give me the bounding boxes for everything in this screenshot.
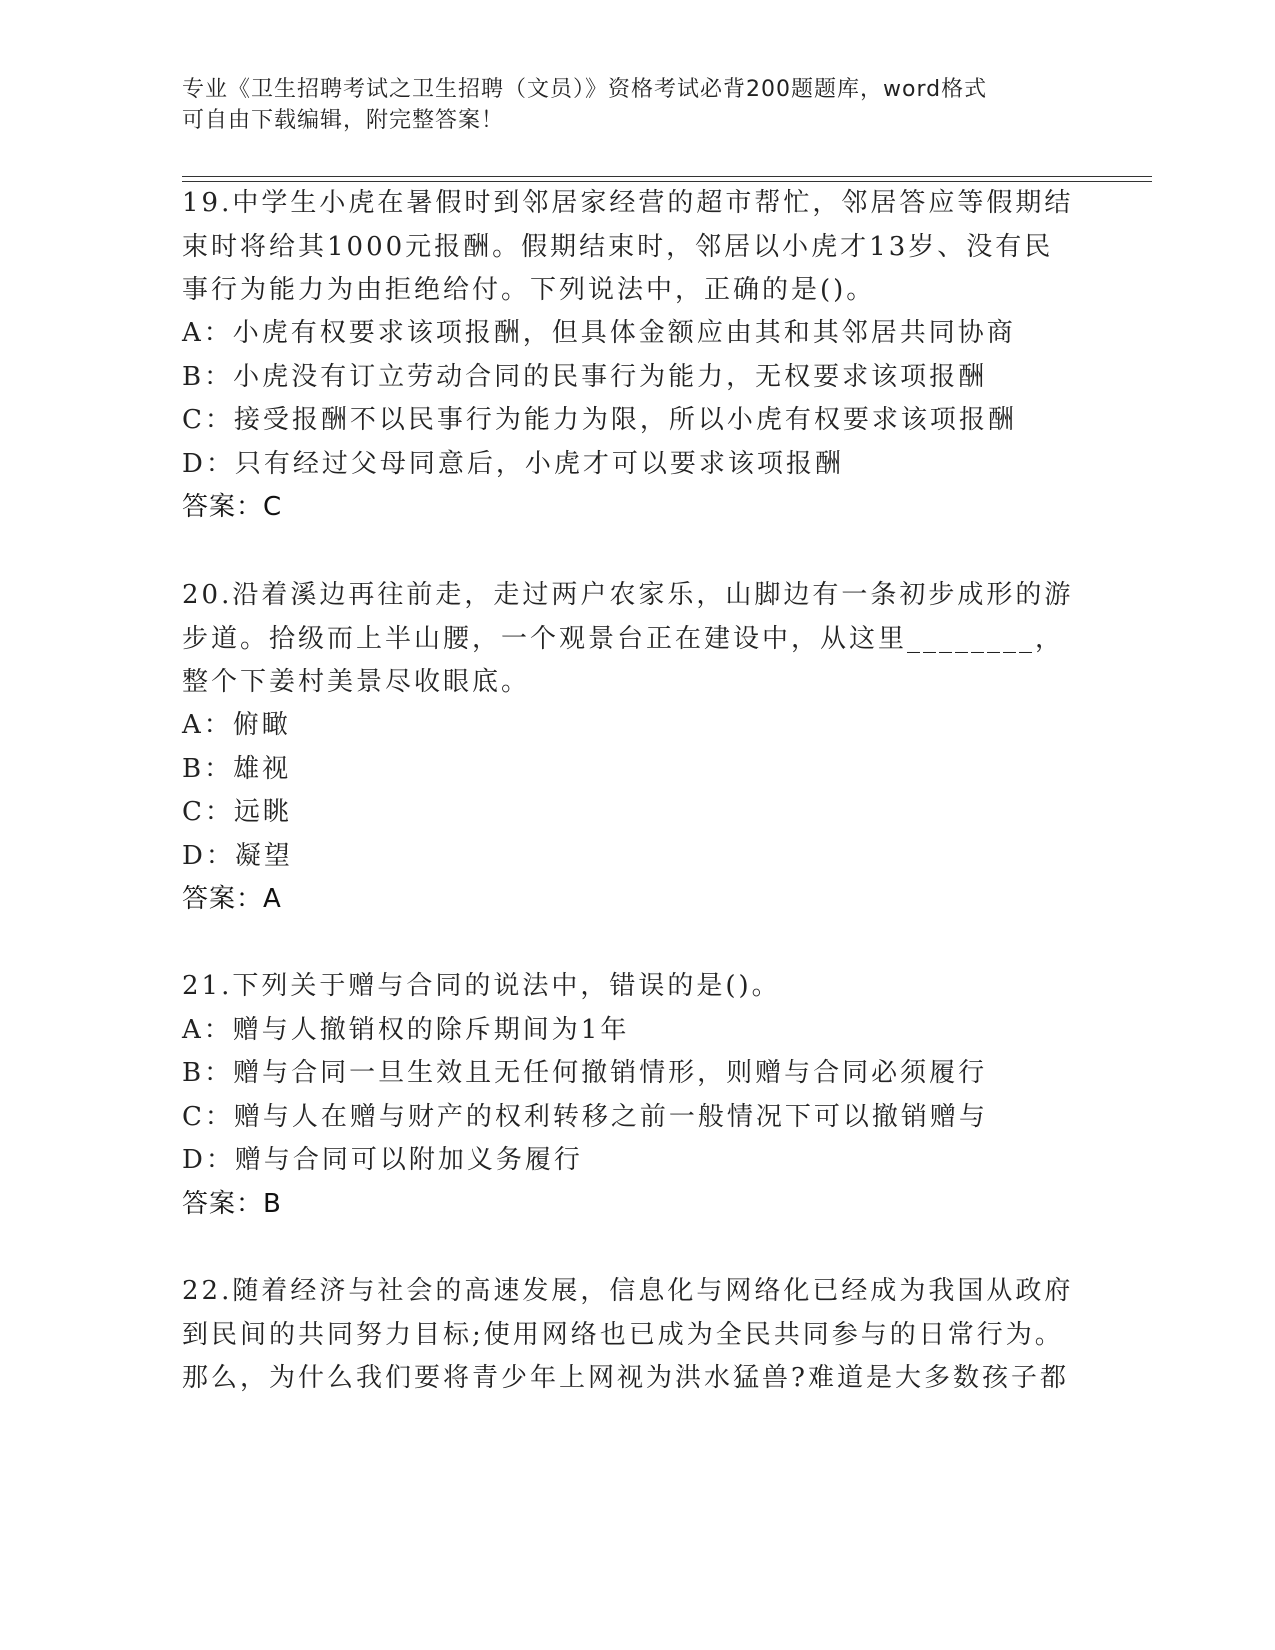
document-header xyxy=(182,74,1062,136)
question-stem-line: 20.沿着溪边再往前走，走过两户农家乐，山脚边有一条初步成形的游 xyxy=(182,580,1074,610)
question-stem-line: 事行为能力为由拒绝给付。下列说法中，正确的是()。 xyxy=(182,275,876,305)
answer-label: 答案：B xyxy=(182,1189,282,1219)
question-stem-line: 步道。拾级而上半山腰，一个观景台正在建设中，从这里________， xyxy=(182,624,1065,654)
header-line: 可自由下载编辑，附完整答案！ xyxy=(182,108,505,133)
option-a: A：赠与人撤销权的除斥期间为1年 xyxy=(182,1015,630,1045)
option-d: D：赠与合同可以附加义务履行 xyxy=(182,1145,583,1175)
answer-label: 答案：C xyxy=(182,492,283,522)
option-d: D：只有经过父母同意后，小虎才可以要求该项报酬 xyxy=(182,449,844,479)
question-stem-line: 束时将给其1000元报酬。假期结束时，邻居以小虎才13岁、没有民 xyxy=(182,232,1054,262)
option-a: A：俯瞰 xyxy=(182,710,291,740)
option-b: B：雄视 xyxy=(182,754,292,784)
answer-label: 答案：A xyxy=(182,884,282,914)
question-stem-line: 那么，为什么我们要将青少年上网视为洪水猛兽?难道是大多数孩子都 xyxy=(182,1363,1069,1393)
question-stem-line: 19.中学生小虎在暑假时到邻居家经营的超市帮忙，邻居答应等假期结 xyxy=(182,188,1074,218)
option-b: B：赠与合同一旦生效且无任何撤销情形，则赠与合同必须履行 xyxy=(182,1058,988,1088)
option-c: C：接受报酬不以民事行为能力为限，所以小虎有权要求该项报酬 xyxy=(182,405,1017,435)
header-divider xyxy=(182,181,1152,182)
option-c: C：远眺 xyxy=(182,797,292,827)
option-c: C：赠与人在赠与财产的权利转移之前一般情况下可以撤销赠与 xyxy=(182,1102,988,1132)
header-divider xyxy=(182,176,1152,177)
question-stem-line: 到民间的共同努力目标;使用网络也已成为全民共同参与的日常行为。 xyxy=(182,1320,1064,1350)
question-stem-line: 21.下列关于赠与合同的说法中，错误的是()。 xyxy=(182,971,781,1001)
option-b: B：小虎没有订立劳动合同的民事行为能力，无权要求该项报酬 xyxy=(182,362,988,392)
option-a: A：小虎有权要求该项报酬，但具体金额应由其和其邻居共同协商 xyxy=(182,318,1016,348)
header-line: 专业《卫生招聘考试之卫生招聘（文员）》资格考试必背200题题库，word格式 xyxy=(182,77,988,102)
question-stem-line: 22.随着经济与社会的高速发展，信息化与网络化已经成为我国从政府 xyxy=(182,1276,1074,1306)
option-d: D：凝望 xyxy=(182,841,293,871)
question-stem-line: 整个下姜村美景尽收眼底。 xyxy=(182,667,531,697)
